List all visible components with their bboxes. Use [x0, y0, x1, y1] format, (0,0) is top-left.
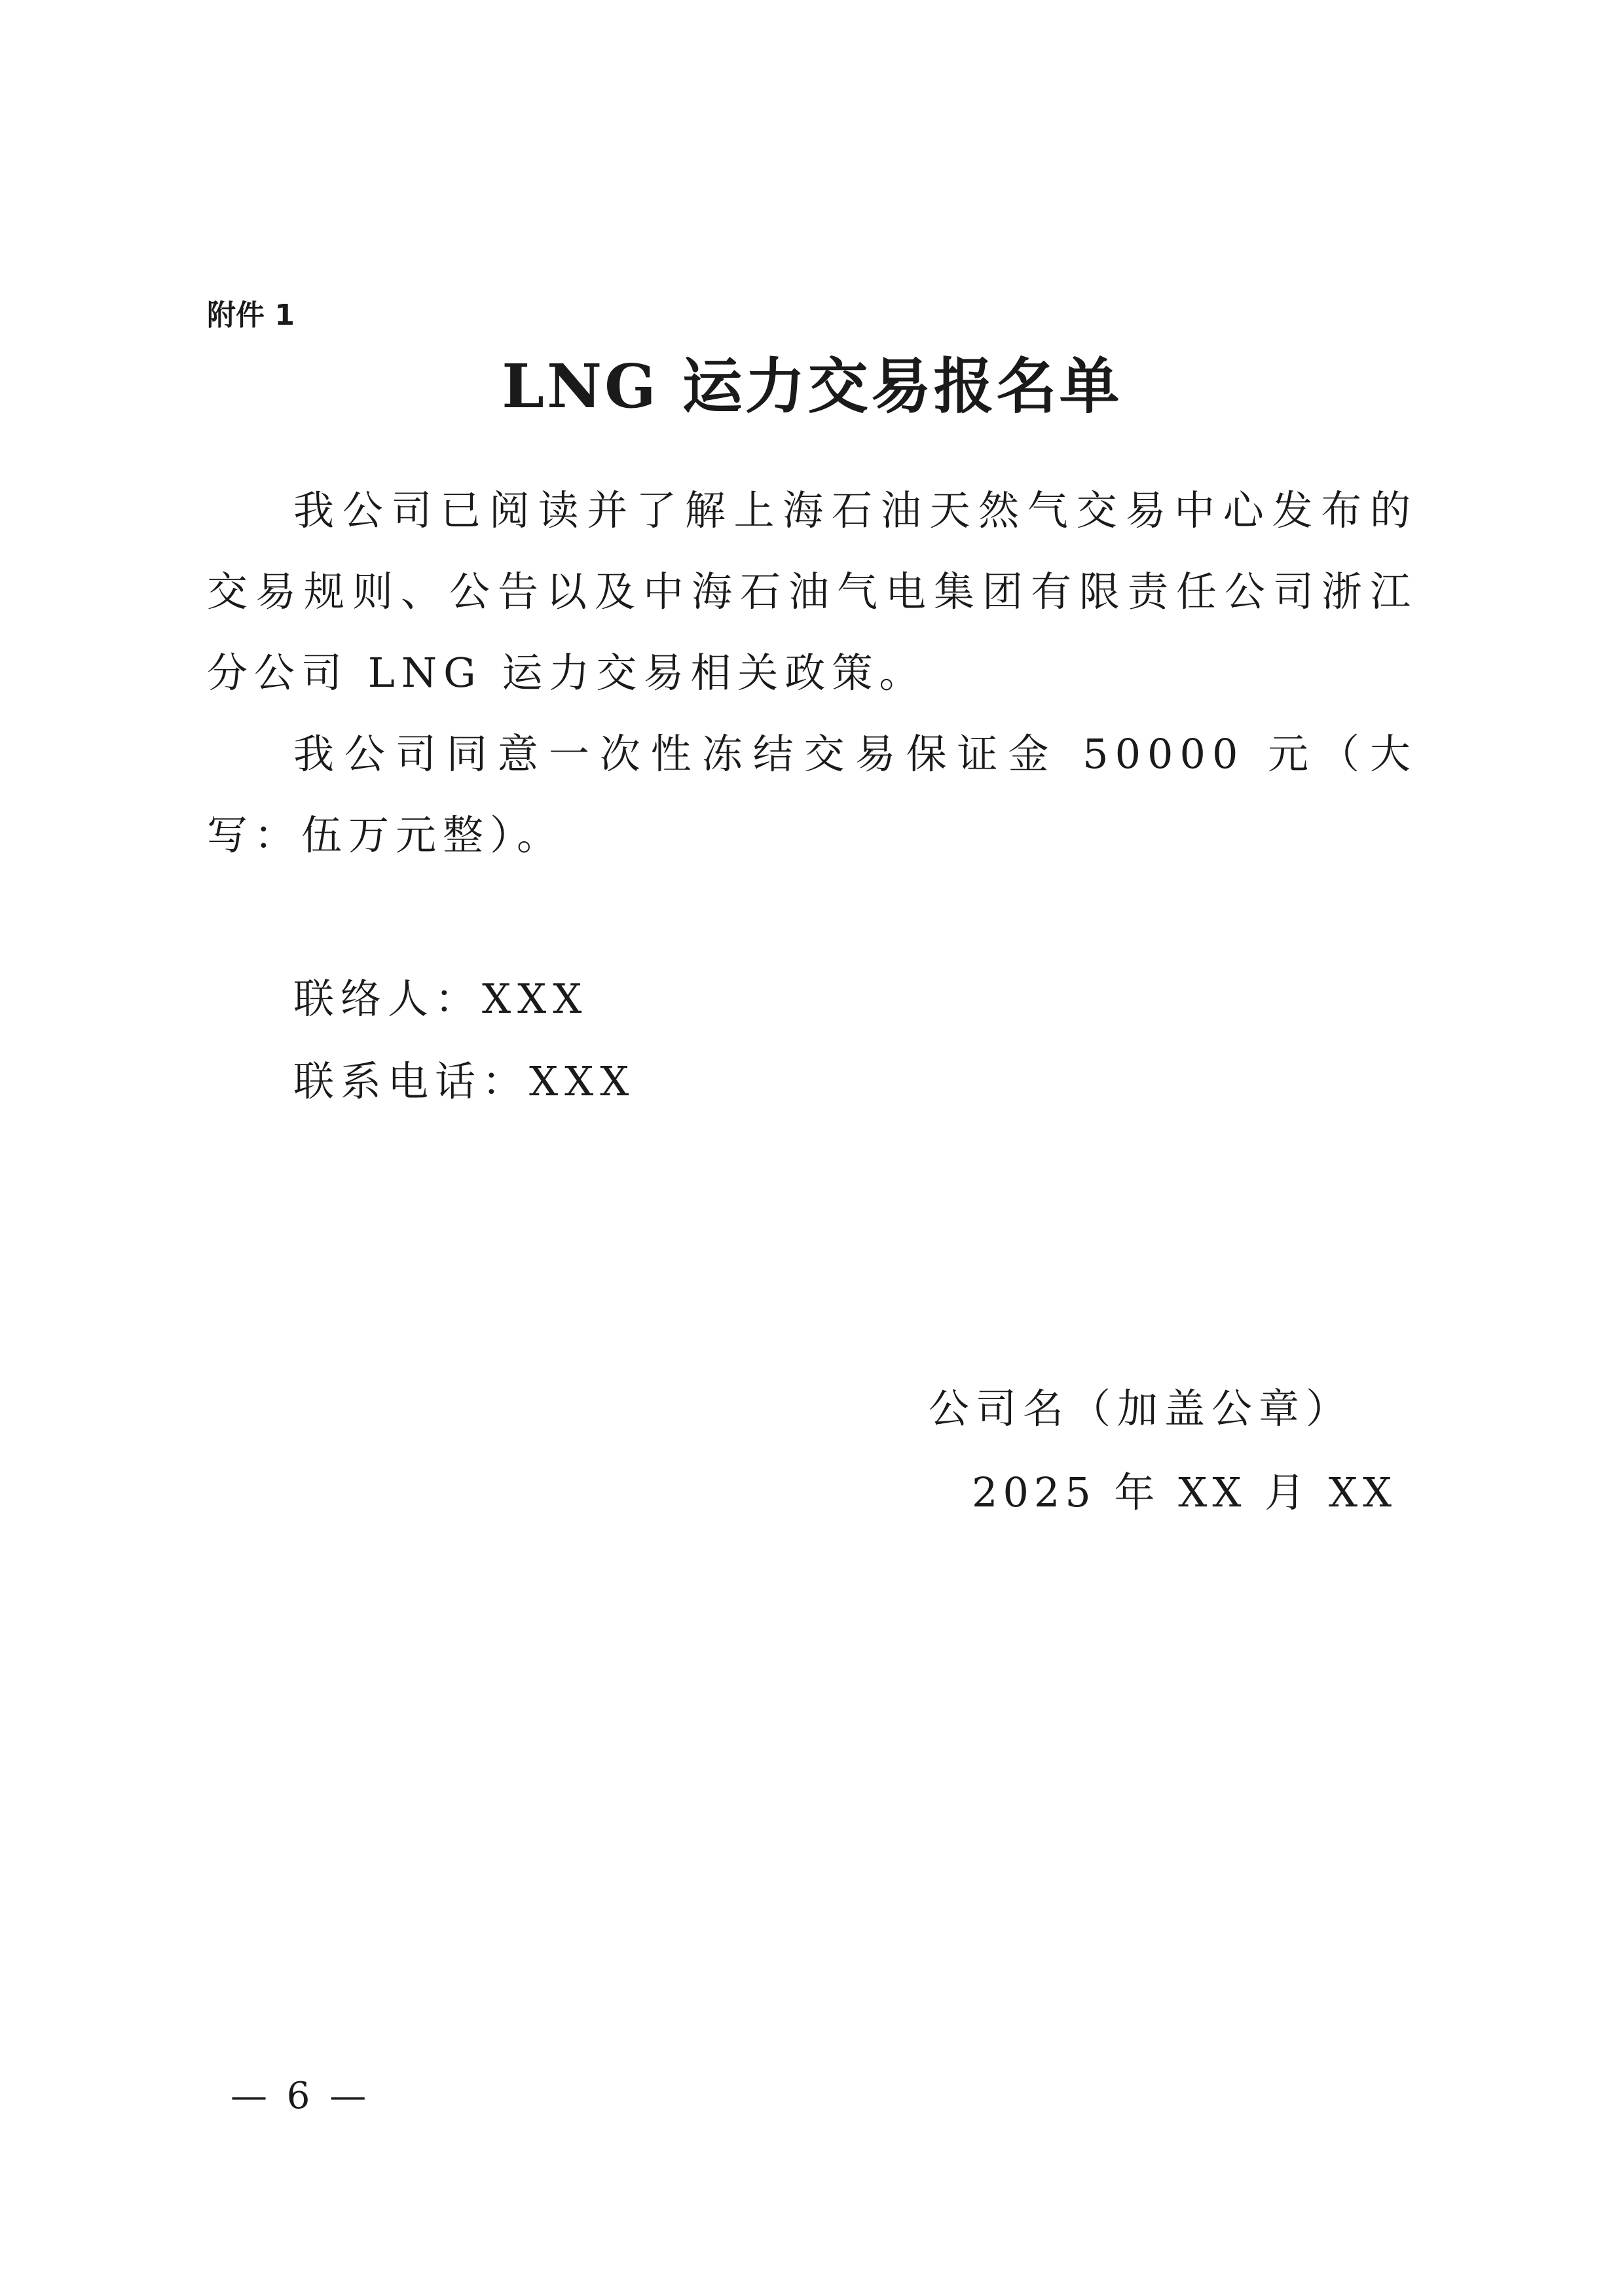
company-signature: 公司名（加盖公章） [929, 1385, 1354, 1432]
contact-person: 联络人：XXX [293, 975, 589, 1023]
body-paragraph-1: 我公司已阅读并了解上海石油天然气交易中心发布的交易规则、公告以及中海石油气电集团有限责任公司浙江分公司 LNG 运力交易相关政策。 [207, 486, 1417, 697]
contact-phone: 联系电话：XXX [293, 1057, 636, 1105]
document-title: LNG 运力交易报名单 [502, 351, 1122, 422]
page-number: — 6 — [231, 2075, 371, 2117]
body-paragraph-2: 我公司同意一次性冻结交易保证金 50000 元（大写：伍万元整）。 [207, 730, 1417, 859]
signature-date: 2025 年 XX 月 XX [972, 1468, 1397, 1516]
attachment-label: 附件 1 [207, 299, 295, 332]
